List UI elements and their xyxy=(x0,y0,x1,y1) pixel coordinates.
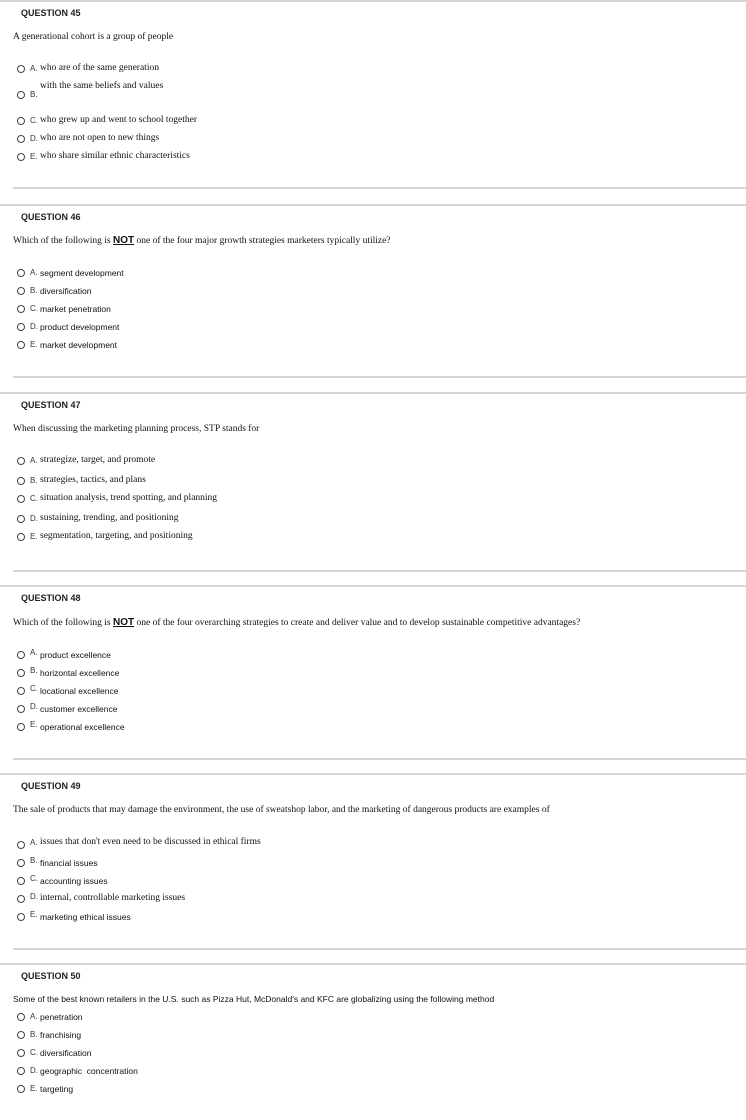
radio-button[interactable] xyxy=(17,877,25,885)
radio-button[interactable] xyxy=(17,323,25,331)
divider xyxy=(13,187,746,189)
option-letter: E. xyxy=(30,910,38,919)
radio-button[interactable] xyxy=(17,457,25,465)
option-text: franchising xyxy=(40,1030,82,1040)
option-text: strategies, tactics, and plans xyxy=(40,475,146,485)
radio-button[interactable] xyxy=(17,153,25,161)
option-text: operational excellence xyxy=(40,722,125,732)
prompt-emphasis: NOT xyxy=(113,235,135,246)
question-title: QUESTION 46 xyxy=(21,212,81,222)
radio-button[interactable] xyxy=(17,841,25,849)
option-text: segmentation, targeting, and positioning xyxy=(40,531,193,541)
radio-button[interactable] xyxy=(17,341,25,349)
option-text: financial issues xyxy=(40,858,98,868)
radio-button[interactable] xyxy=(17,65,25,73)
option-text: locational excellence xyxy=(40,686,119,696)
question-title: QUESTION 47 xyxy=(21,400,81,410)
question-prompt: A generational cohort is a group of people xyxy=(13,32,174,42)
question-47-header xyxy=(0,392,746,416)
radio-button[interactable] xyxy=(17,91,25,99)
divider xyxy=(13,570,746,572)
option-text: product excellence xyxy=(40,650,111,660)
divider xyxy=(13,376,746,378)
option-letter: B. xyxy=(30,476,38,485)
question-prompt xyxy=(13,617,580,628)
option-text: accounting issues xyxy=(40,876,108,886)
option-letter: D. xyxy=(30,702,38,711)
question-prompt: The sale of products that may damage the environment, the use of sweatshop labor, and the marketing of dangerous products are examples of xyxy=(13,805,550,815)
option-letter: E. xyxy=(30,340,38,349)
option-text: penetration xyxy=(40,1012,83,1022)
question-49-header xyxy=(0,773,746,797)
option-letter: B. xyxy=(30,286,38,295)
option-letter: B. xyxy=(30,856,38,865)
option-letter: A. xyxy=(30,64,38,73)
option-text: who are of the same generation xyxy=(40,63,159,73)
option-letter: A. xyxy=(30,1012,38,1021)
option-letter: C. xyxy=(30,116,38,125)
option-text: customer excellence xyxy=(40,704,118,714)
option-text: strategize, target, and promote xyxy=(40,455,156,465)
option-letter: C. xyxy=(30,1048,38,1057)
prompt-text: Which of the following is xyxy=(13,236,111,246)
radio-button[interactable] xyxy=(17,723,25,731)
question-48-header xyxy=(0,585,746,609)
option-letter: B. xyxy=(30,666,38,675)
option-letter: B. xyxy=(30,90,38,99)
option-text: targeting xyxy=(40,1084,74,1094)
question-prompt: When discussing the marketing planning process, STP stands for xyxy=(13,424,260,434)
option-text: issues that don't even need to be discussed in ethical firms xyxy=(40,837,261,847)
option-letter: C. xyxy=(30,874,38,883)
option-letter: D. xyxy=(30,322,38,331)
option-letter: A. xyxy=(30,268,38,277)
option-text: marketing ethical issues xyxy=(40,912,131,922)
option-text: with the same beliefs and values xyxy=(40,81,164,91)
radio-button[interactable] xyxy=(17,913,25,921)
option-text: geographic concentration xyxy=(40,1066,138,1076)
radio-button[interactable] xyxy=(17,269,25,277)
option-letter: B. xyxy=(30,1030,38,1039)
radio-button[interactable] xyxy=(17,705,25,713)
radio-button[interactable] xyxy=(17,1067,25,1075)
option-letter: D. xyxy=(30,1066,38,1075)
option-letter: A. xyxy=(30,838,38,847)
radio-button[interactable] xyxy=(17,477,25,485)
radio-button[interactable] xyxy=(17,1085,25,1093)
radio-button[interactable] xyxy=(17,515,25,523)
option-text: market development xyxy=(40,340,118,350)
question-prompt xyxy=(13,235,391,246)
radio-button[interactable] xyxy=(17,669,25,677)
prompt-text: Which of the following is xyxy=(13,618,111,628)
option-letter: E. xyxy=(30,152,38,161)
option-text: segment development xyxy=(40,268,124,278)
option-text: who share similar ethnic characteristics xyxy=(40,151,190,161)
option-letter: C. xyxy=(30,494,38,503)
option-text: diversification xyxy=(40,1048,92,1058)
option-letter: E. xyxy=(30,532,38,541)
radio-button[interactable] xyxy=(17,895,25,903)
radio-button[interactable] xyxy=(17,1031,25,1039)
radio-button[interactable] xyxy=(17,287,25,295)
radio-button[interactable] xyxy=(17,495,25,503)
option-text: who grew up and went to school together xyxy=(40,115,197,125)
option-text: horizontal excellence xyxy=(40,668,120,678)
question-50-header xyxy=(0,963,746,987)
question-title: QUESTION 45 xyxy=(21,8,81,18)
radio-button[interactable] xyxy=(17,533,25,541)
divider xyxy=(13,948,746,950)
radio-button[interactable] xyxy=(17,1013,25,1021)
radio-button[interactable] xyxy=(17,687,25,695)
prompt-text: one of the four overarching strategies to create and deliver value and to develop sustainable competitive advantages? xyxy=(136,618,581,628)
question-46-header xyxy=(0,204,746,228)
option-letter: A. xyxy=(30,456,38,465)
question-title: QUESTION 48 xyxy=(21,593,81,603)
prompt-emphasis: NOT xyxy=(113,617,135,628)
option-letter: D. xyxy=(30,892,38,901)
option-letter: D. xyxy=(30,134,38,143)
option-text: sustaining, trending, and positioning xyxy=(40,513,179,523)
radio-button[interactable] xyxy=(17,117,25,125)
divider xyxy=(13,758,746,760)
radio-button[interactable] xyxy=(17,651,25,659)
question-prompt: Some of the best known retailers in the U.S. such as Pizza Hut, McDonald's and KFC are globalizing using the following method xyxy=(13,994,495,1004)
question-45-header xyxy=(0,0,746,24)
option-letter: E. xyxy=(30,1084,38,1093)
radio-button[interactable] xyxy=(17,305,25,313)
option-letter: D. xyxy=(30,514,38,523)
radio-button[interactable] xyxy=(17,859,25,867)
option-letter: C. xyxy=(30,684,38,693)
prompt-text: one of the four major growth strategies marketers typically utilize? xyxy=(136,236,391,246)
question-title: QUESTION 49 xyxy=(21,781,81,791)
radio-button[interactable] xyxy=(17,135,25,143)
option-text: internal, controllable marketing issues xyxy=(40,893,186,903)
option-text: product development xyxy=(40,322,120,332)
option-letter: A. xyxy=(30,648,38,657)
option-letter: C. xyxy=(30,304,38,313)
option-letter: E. xyxy=(30,720,38,729)
question-title: QUESTION 50 xyxy=(21,971,81,981)
option-text: diversification xyxy=(40,286,92,296)
option-text: market penetration xyxy=(40,304,111,314)
option-text: who are not open to new things xyxy=(40,133,160,143)
option-text: situation analysis, trend spotting, and planning xyxy=(40,493,218,503)
radio-button[interactable] xyxy=(17,1049,25,1057)
